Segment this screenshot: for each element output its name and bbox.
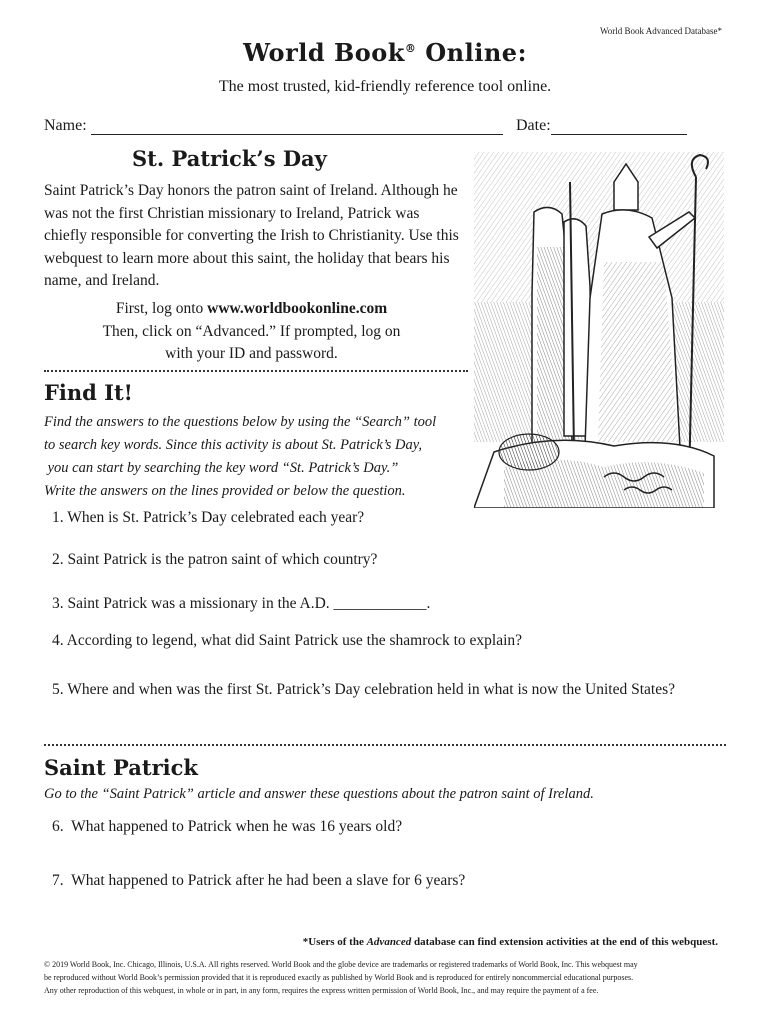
name-line[interactable] (91, 120, 503, 135)
login-line-3: with your ID and password. (165, 345, 338, 362)
login-line-1: First, log onto www.worldbookonline.com (115, 300, 388, 317)
question-5: 5. Where and when was the first St. Patrick’s Day celebration held in what is now the United States? (52, 681, 676, 698)
saint-patrick-instructions: Go to the “Saint Patrick” article and answer these questions about the patron saint of Ireland. (44, 786, 594, 802)
dotted-divider (44, 744, 726, 746)
name-label: Name: (44, 117, 87, 134)
login-line-2: Then, click on “Advanced.” If prompted, log on (102, 322, 401, 340)
date-line[interactable] (551, 120, 687, 135)
instruction-line: to search key words. Since this activity is about St. Patrick’s Day, (44, 437, 423, 453)
saint-patrick-engraving-icon (474, 152, 724, 508)
login-instructions (44, 298, 459, 366)
page-subtitle: The most trusted, kid-friendly reference tool online. (218, 78, 552, 95)
question-1: 1. When is St. Patrick’s Day celebrated each year? (52, 509, 365, 526)
section-title-find-it: Find It! (44, 380, 133, 405)
instruction-line: you can start by searching the key word “St. Patrick’s Day.” (44, 460, 399, 476)
title-suffix: Online: (416, 38, 527, 67)
question-2: 2. Saint Patrick is the patron saint of which country? (52, 551, 378, 568)
copyright-line: be reproduced without World Book’s permission provided that it is reproduced exactly as published by World Book and is reproduced for entirely noncommercial educational purposes. (44, 973, 634, 982)
question-7: 7. What happened to Patrick after he had been a slave for 6 years? (52, 872, 466, 889)
find-it-instructions (44, 411, 474, 503)
date-label: Date: (516, 117, 551, 134)
database-label: World Book Advanced Database* (600, 26, 722, 36)
question-4: 4. According to legend, what did Saint Patrick use the shamrock to explain? (52, 632, 523, 649)
registered-mark: ® (404, 42, 417, 55)
question-6: 6. What happened to Patrick when he was 16 years old? (52, 818, 403, 835)
section-title-saint-patrick: Saint Patrick (44, 755, 198, 780)
website-link[interactable]: www.worldbookonline.com (207, 300, 388, 317)
section-title-st-patricks-day: St. Patrick’s Day (132, 146, 327, 171)
date-field[interactable] (516, 117, 687, 135)
copyright-line: © 2019 World Book, Inc. Chicago, Illinois, U.S.A. All rights reserved. World Book and the globe device are trademarks or registered trademarks of World Book, Inc. This webquest may (44, 960, 638, 969)
name-field[interactable] (44, 117, 503, 135)
copyright-notice (44, 958, 730, 997)
intro-paragraph: Saint Patrick’s Day honors the patron saint of Ireland. Although he was not the first Christian missionary to Ireland, Patrick was chiefly responsible for converting the Irish to Christianity. Use this webquest to learn more about this saint, the holiday that bears his name, and Ireland. (44, 182, 459, 289)
title-text: World Book (243, 38, 405, 67)
dotted-divider (44, 370, 468, 372)
instruction-line: Find the answers to the questions below by using the “Search” tool (44, 414, 437, 430)
advanced-users-note: *Users of the Advanced database can find extension activities at the end of this webquest. (302, 936, 718, 948)
question-3: 3. Saint Patrick was a missionary in the A.D. ____________. (52, 595, 431, 612)
page-title (0, 38, 770, 67)
instruction-line: Write the answers on the lines provided or below the question. (44, 483, 406, 499)
copyright-line: Any other reproduction of this webquest, in whole or in part, in any form, requires the express written permission of World Book, Inc., and may require the payment of a fee. (44, 986, 599, 995)
